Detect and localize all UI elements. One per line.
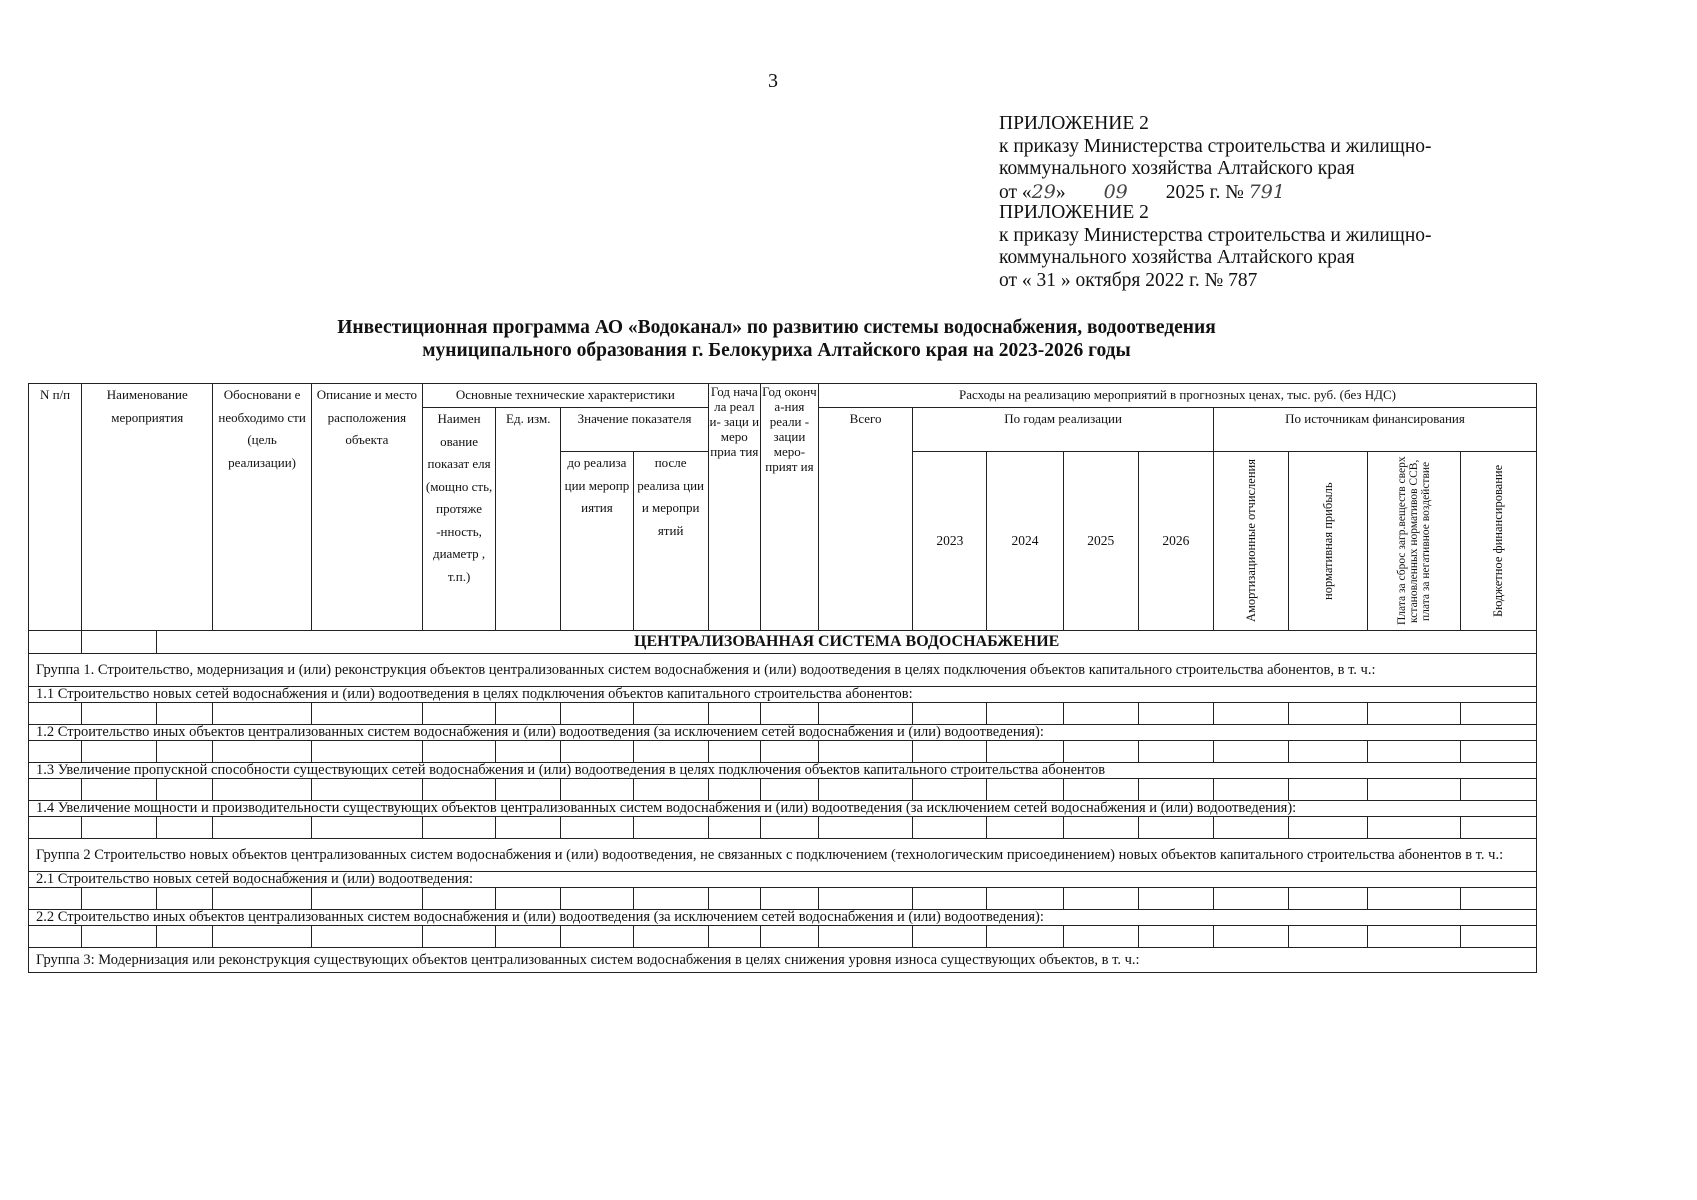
annex-order-line: к приказу Министерства строительства и жилищно- bbox=[999, 224, 1432, 246]
table-row bbox=[29, 926, 1537, 948]
table-row bbox=[29, 888, 1537, 910]
item-2-2-row: 2.2 Строительство иных объектов централизованных систем водоснабжения и (или) водоотведения (за исключением сетей водоснабжения и (или) водоотведения): bbox=[29, 910, 1537, 926]
header-src-fee: Плата за сброс загр.веществ сверх кстановленных нормативов ССВ, плата за негативное воздействие bbox=[1368, 452, 1460, 631]
group-3-row: Группа 3: Модернизация или реконструкция существующих объектов централизованных систем водоснабжения в целях снижения уровня износа существующих объектов, в т. ч.: bbox=[29, 948, 1537, 973]
header-name: Наименование мероприятия bbox=[82, 384, 213, 631]
table-row bbox=[29, 779, 1537, 801]
item-1-2-row: 1.2 Строительство иных объектов централизованных систем водоснабжения и (или) водоотведения (за исключением сетей водоснабжения и (или) водоотведения): bbox=[29, 725, 1537, 741]
table-row bbox=[29, 817, 1537, 839]
header-after: после реализа ции и меропри ятий bbox=[633, 452, 708, 631]
annex-previous bbox=[999, 202, 1432, 292]
annex-ministry-line: коммунального хозяйства Алтайского края bbox=[999, 158, 1355, 179]
annex-current bbox=[999, 113, 1432, 204]
group-2-row: Группа 2 Строительство новых объектов централизованных систем водоснабжения и (или) водоотведения, не связанных с подключением (технологическим присоединением) новых объектов капитального строительства абонентов в т. ч.: bbox=[29, 839, 1537, 872]
annex-date-line: от « 31 » октября 2022 г. № 787 bbox=[999, 269, 1258, 291]
header-tech: Основные технические характеристики bbox=[422, 384, 708, 408]
header-src-budget: Бюджетное финансирование bbox=[1460, 452, 1536, 631]
header-before: до реализа ции меропр иятия bbox=[561, 452, 633, 631]
header-year-2023: 2023 bbox=[913, 452, 987, 631]
annex-date-line: от «29» 09 2025 г. № 791 bbox=[999, 180, 1285, 203]
page-number: 3 bbox=[768, 70, 778, 92]
handwritten-number: 791 bbox=[1248, 180, 1285, 203]
header-year-end: Год оконч а-ния реали - зации меро- прият ия bbox=[760, 384, 818, 631]
header-total: Всего bbox=[819, 408, 913, 631]
item-1-3-row: 1.3 Увеличение пропускной способности существующих сетей водоснабжения и (или) водоотведения в целях подключения объектов капитального строительства абонентов bbox=[29, 763, 1537, 779]
header-num: N п/п bbox=[29, 384, 82, 631]
header-justification: Обосновани е необходимо сти (цель реализации) bbox=[213, 384, 311, 631]
document-title: Инвестиционная программа АО «Водоканал» по развитию системы водоснабжения, водоотведения муниципального образования г. Белокуриха Алтайского края на 2023-2026 годы bbox=[337, 317, 1216, 361]
item-2-1-row: 2.1 Строительство новых сетей водоснабжения и (или) водоотведения: bbox=[29, 872, 1537, 888]
handwritten-day: 29 bbox=[1031, 180, 1056, 203]
investment-table bbox=[28, 383, 1537, 973]
item-1-4-row: 1.4 Увеличение мощности и производительности существующих объектов централизованных систем водоснабжения и (или) водоотведения (за исключением сетей водоснабжения и (или) водоотведения): bbox=[29, 801, 1537, 817]
header-by-years: По годам реализации bbox=[913, 408, 1214, 452]
header-year-start: Год нача ла реал и- заци и меро приа тия bbox=[708, 384, 760, 631]
table-row bbox=[29, 741, 1537, 763]
header-unit: Ед. изм. bbox=[496, 408, 561, 631]
header-year-2025: 2025 bbox=[1063, 452, 1138, 631]
section-title: ЦЕНТРАЛИЗОВАННАЯ СИСТЕМА ВОДОСНАБЖЕНИЕ bbox=[157, 631, 1537, 654]
annex-title: ПРИЛОЖЕНИЕ 2 bbox=[999, 202, 1149, 223]
header-description: Описание и место расположения объекта bbox=[311, 384, 422, 631]
header-expenses: Расходы на реализацию мероприятий в прогнозных ценах, тыс. руб. (без НДС) bbox=[819, 384, 1537, 408]
annex-order-line: к приказу Министерства строительства и жилищно- bbox=[999, 135, 1432, 157]
header-indicator-name: Наимен ование показат еля (мощно сть, протяже -нность, диаметр , т.п.) bbox=[422, 408, 495, 631]
group-1-row: Группа 1. Строительство, модернизация и (или) реконструкция объектов централизованных систем водоснабжения и (или) водоотведения в целях подключения объектов капитального строительства абонентов, в т. ч.: bbox=[29, 654, 1537, 687]
header-value: Значение показателя bbox=[561, 408, 708, 452]
handwritten-month: 09 bbox=[1103, 180, 1128, 203]
header-src-profit: нормативная прибыль bbox=[1289, 452, 1368, 631]
header-by-sources: По источникам финансирования bbox=[1213, 408, 1536, 452]
header-src-amortization: Амортизационные отчисления bbox=[1213, 452, 1288, 631]
header-year-2026: 2026 bbox=[1138, 452, 1213, 631]
item-1-1-row: 1.1 Строительство новых сетей водоснабжения и (или) водоотведения в целях подключения объектов капитального строительства абонентов: bbox=[29, 687, 1537, 703]
annex-ministry-line: коммунального хозяйства Алтайского края bbox=[999, 247, 1355, 268]
table-row bbox=[29, 703, 1537, 725]
header-year-2024: 2024 bbox=[987, 452, 1063, 631]
annex-title: ПРИЛОЖЕНИЕ 2 bbox=[999, 113, 1149, 134]
